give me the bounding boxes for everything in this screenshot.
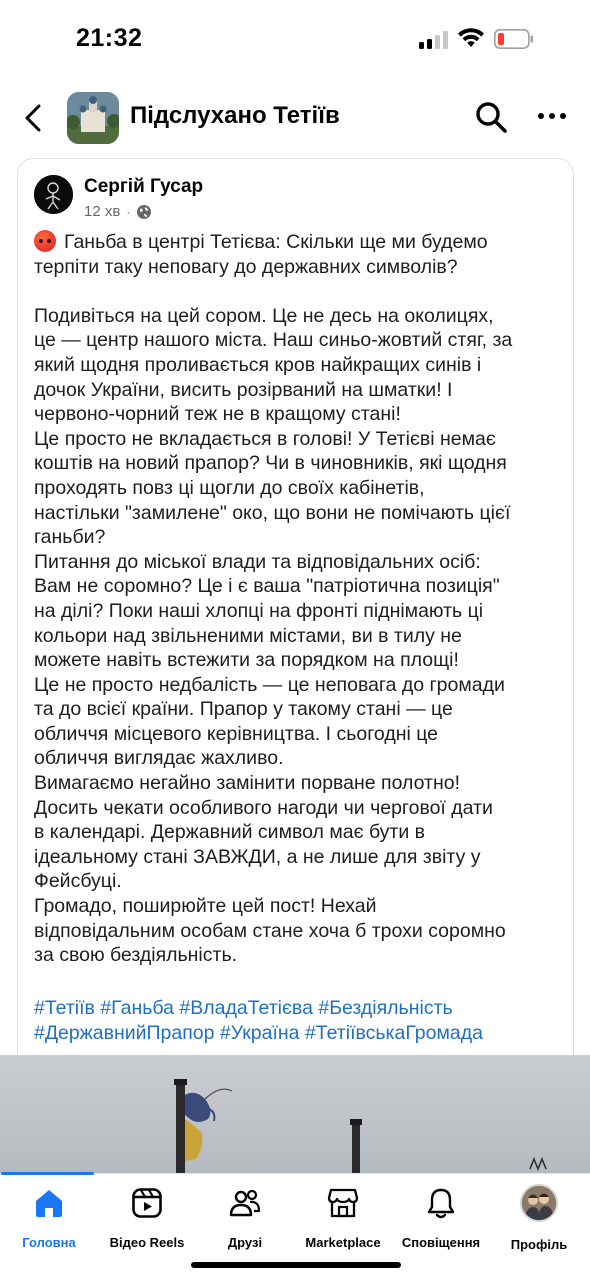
post-text-line-content: Вимагаємо негайно замінити порване полотно!: [34, 772, 461, 795]
wifi-icon: [457, 27, 485, 49]
post-text-line-content: настільки "замилене" око, що вони не помічають цієї: [34, 501, 511, 524]
post-time[interactable]: 12 хв: [84, 203, 121, 220]
post-text-line-content: ганьби?: [34, 526, 106, 549]
nav-friends[interactable]: [196, 1186, 294, 1256]
post-text-line: [34, 648, 564, 673]
home-indicator: [191, 1262, 401, 1268]
post-text-line-content: можете навіть встежити за порядком на площі!: [34, 649, 459, 672]
globe-icon: [136, 204, 152, 220]
post-text-line: [34, 771, 564, 796]
reels-icon: [130, 1186, 164, 1220]
hashtag-link[interactable]: #Ганьба: [100, 997, 174, 1019]
post-text-line-content: проходять повз ці щогли до своїх кабінетів,: [34, 476, 425, 499]
angry-face-emoji-icon: [34, 230, 56, 252]
group-header: [0, 80, 590, 156]
nav-notifications[interactable]: [392, 1186, 490, 1256]
hashtag-link[interactable]: #Україна: [219, 1022, 300, 1044]
post-text-line: [34, 894, 564, 919]
post-text-line-content: Питання до міської влади та відповідальних осіб:: [34, 550, 481, 573]
post-text-line: [34, 820, 564, 845]
battery-icon: [494, 29, 534, 49]
flagpole-photo: [0, 1055, 590, 1173]
profile-avatar: [520, 1184, 558, 1222]
hashtag-link[interactable]: #ТетіївськаГромада: [304, 1022, 483, 1044]
post-text-line-content: Це просто не вкладається в голові! У Тетієві немає: [34, 427, 496, 450]
post-text: [34, 230, 564, 968]
post-meta: [84, 203, 152, 220]
cellular-signal-icon: [419, 31, 449, 49]
nav-marketplace-label: Marketplace: [305, 1235, 381, 1250]
hashtag-link[interactable]: #ВладаТетієва: [179, 997, 313, 1019]
post-text-line-content: Ганьба в центрі Тетієва: Скільки ще ми будемо: [64, 231, 488, 253]
post-text-line: [34, 476, 564, 501]
hashtag-line-2: [34, 1021, 564, 1046]
post-text-line: [34, 919, 564, 944]
author-avatar-image: [34, 175, 73, 214]
nav-profile-label: Профіль: [510, 1237, 568, 1252]
search-icon[interactable]: [474, 100, 508, 134]
paragraph-gap: [34, 279, 564, 304]
more-options-icon[interactable]: [536, 106, 568, 126]
post-text-line: [34, 574, 564, 599]
post-hashtags: [34, 996, 564, 1046]
post-text-line: [34, 255, 564, 280]
post-text-line-content: ідеальному стані ЗАВЖДИ, а не лише для звіту у: [34, 845, 481, 868]
post-text-line-content: кольори над звільненими містами, ви в тилу не: [34, 624, 462, 647]
nav-marketplace[interactable]: [294, 1186, 392, 1256]
group-avatar[interactable]: [67, 92, 119, 144]
marketplace-icon: [326, 1186, 360, 1220]
post-text-line-content: дочок України, висить розірваний на шматки! І: [34, 378, 453, 401]
hashtag-line-1: [34, 996, 564, 1021]
post-photo[interactable]: [0, 1055, 590, 1173]
post-text-line-content: червоно-чорний теж не в кращому стані!: [34, 403, 401, 426]
post-text-line-content: коштів на новий прапор? Чи в чиновників, які щодня: [34, 452, 507, 475]
post-text-line-content: терпіти таку неповагу до державних символів?: [34, 255, 458, 278]
friends-icon: [228, 1186, 262, 1220]
post-text-line: [34, 378, 564, 403]
nav-profile[interactable]: [490, 1186, 588, 1256]
nav-reels-label: Відео Reels: [109, 1235, 185, 1250]
hashtag-link[interactable]: #ДержавнийПрапор: [34, 1022, 215, 1044]
status-bar: [0, 0, 590, 80]
post-text-line: [34, 402, 564, 427]
post-text-line-content: Громадо, поширюйте цей пост! Нехай: [34, 895, 377, 918]
post-text-line: [34, 525, 564, 550]
nav-reels[interactable]: [98, 1186, 196, 1256]
post-text-line: [34, 451, 564, 476]
profile-avatar-image: [522, 1186, 556, 1220]
post-text-line: [34, 673, 564, 698]
post-text-line-content: на ділі? Поки наші хлопці на фронті піднімають ці: [34, 599, 484, 622]
nav-home[interactable]: [0, 1186, 98, 1256]
status-time: 21:32: [76, 24, 143, 52]
post-text-line: [34, 869, 564, 894]
post-text-line: [34, 845, 564, 870]
group-title[interactable]: Підслухано Тетіїв: [130, 102, 340, 129]
post-text-line: [34, 427, 564, 452]
post-text-line: [34, 230, 564, 255]
post-text-line-content: обличчя виглядає жахливо.: [34, 747, 284, 770]
meta-separator: ·: [126, 204, 131, 219]
post-text-line-content: в календарі. Державний символ має бути в: [34, 821, 426, 844]
home-icon: [32, 1186, 66, 1220]
post-text-line-content: Фейсбуці.: [34, 870, 122, 893]
author-name[interactable]: Сергій Гусар: [84, 176, 204, 197]
post-text-line: [34, 501, 564, 526]
post-text-line: [34, 550, 564, 575]
nav-notifications-label: Сповіщення: [401, 1235, 481, 1250]
post-text-line-content: та до всієї країни. Прапор у такому стані — це: [34, 698, 453, 721]
hashtag-link[interactable]: #Тетіїв: [34, 997, 95, 1019]
post-text-line: [34, 722, 564, 747]
post-text-line-content: це — центр нашого міста. Наш синьо-жовтий стяг, за: [34, 329, 513, 352]
post-text-line: [34, 328, 564, 353]
post-text-line: [34, 353, 564, 378]
bell-icon: [424, 1186, 458, 1220]
post-text-line: [34, 796, 564, 821]
post-text-line: [34, 746, 564, 771]
post-text-line-content: Вам не соромно? Це і є ваша "патріотична позиція": [34, 575, 500, 598]
post-text-line-content: Подивіться на цей сором. Це не десь на околицях,: [34, 304, 494, 327]
post-text-line: [34, 624, 564, 649]
post-card: [17, 158, 574, 1068]
post-text-line-content: відповідальним особам стане хоча б трохи соромно: [34, 919, 506, 942]
post-text-line: [34, 943, 564, 968]
post-text-line-content: обличчя місцевого керівництва. І сьогодні це: [34, 722, 439, 745]
hashtag-link[interactable]: #Бездіяльність: [318, 997, 453, 1019]
nav-home-label: Головна: [22, 1235, 76, 1250]
post-text-line-content: Це не просто недбалість — це неповага до громади: [34, 673, 505, 696]
post-text-line-content: Досить чекати особливого нагоди чи чергової дати: [34, 796, 493, 819]
nav-friends-label: Друзі: [227, 1235, 263, 1250]
active-tab-indicator: [1, 1172, 94, 1175]
post-text-line: [34, 304, 564, 329]
post-text-line: [34, 599, 564, 624]
post-text-line-content: який щодня проливається кров найкращих синів і: [34, 353, 482, 376]
author-avatar[interactable]: [34, 175, 73, 214]
post-text-line-content: за свою бездіяльність.: [34, 944, 238, 967]
group-avatar-image: [67, 92, 119, 144]
post-text-line: [34, 697, 564, 722]
back-button[interactable]: [16, 98, 50, 138]
